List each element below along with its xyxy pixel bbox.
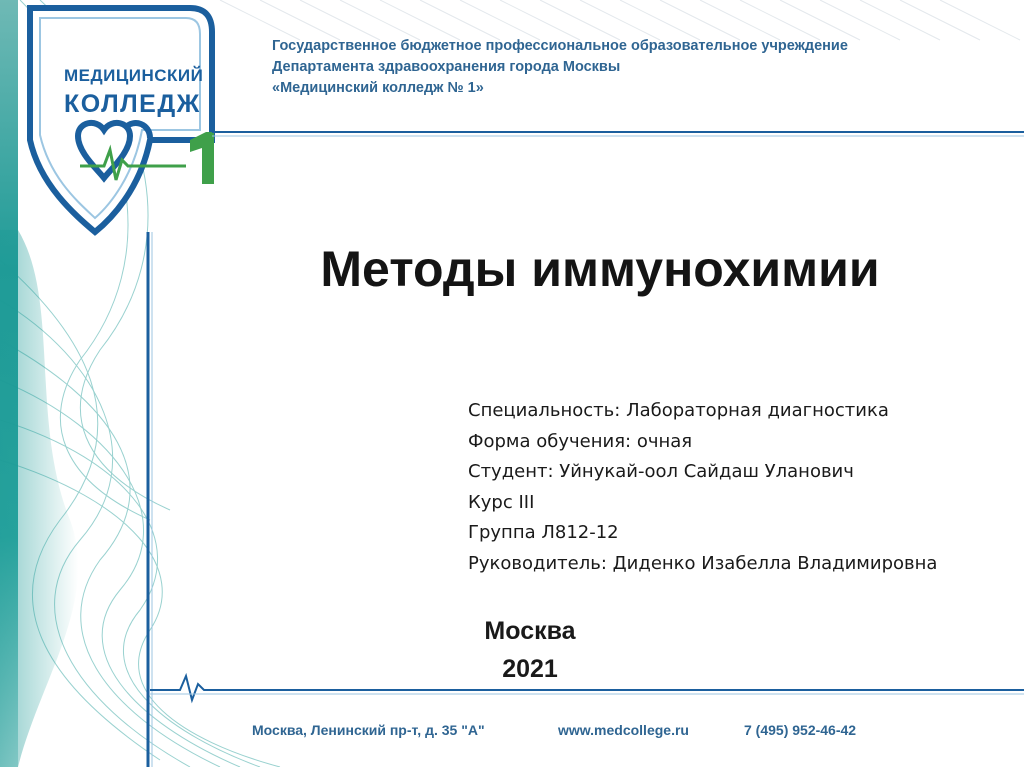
student-info: [468, 396, 1018, 579]
header-hatching: [220, 0, 1020, 40]
logo-number-one: [190, 132, 214, 184]
city-year-block: [450, 612, 610, 688]
college-logo-shield: [30, 8, 212, 232]
footer-website[interactable]: www.medcollege.ru: [558, 722, 689, 738]
student-line: Студент: Уйнукай-оол Сайдаш Уланович: [468, 461, 854, 482]
slide-title: Методы иммунохимии: [320, 241, 880, 297]
org-line-2: Департамента здравоохранения города Москвы: [272, 59, 621, 75]
left-vertical-line: [148, 232, 152, 767]
specialty-line: Специальность: Лабораторная диагностика: [468, 400, 889, 421]
logo-text-line-1: МЕДИЦИНСКИЙ: [64, 66, 204, 85]
supervisor-line: Руководитель: Диденко Изабелла Владимировна: [468, 552, 938, 574]
header-line: [212, 132, 1024, 136]
study-form-line: Форма обучения: очная: [468, 430, 693, 452]
footer-address: Москва, Ленинский пр-т, д. 35 "А": [252, 722, 485, 738]
group-line: Группа Л812-12: [468, 522, 619, 543]
course-line: Курс III: [468, 491, 535, 513]
footer-phone: 7 (495) 952-46-42: [744, 722, 857, 738]
organization-header: [272, 36, 992, 99]
logo-text-line-2: КОЛЛЕДЖ: [64, 90, 201, 118]
city: Москва: [484, 617, 576, 645]
org-line-1: Государственное бюджетное профессиональное образовательное учреждение: [272, 38, 848, 54]
org-line-3: «Медицинский колледж № 1»: [272, 80, 484, 96]
year: 2021: [502, 655, 558, 683]
